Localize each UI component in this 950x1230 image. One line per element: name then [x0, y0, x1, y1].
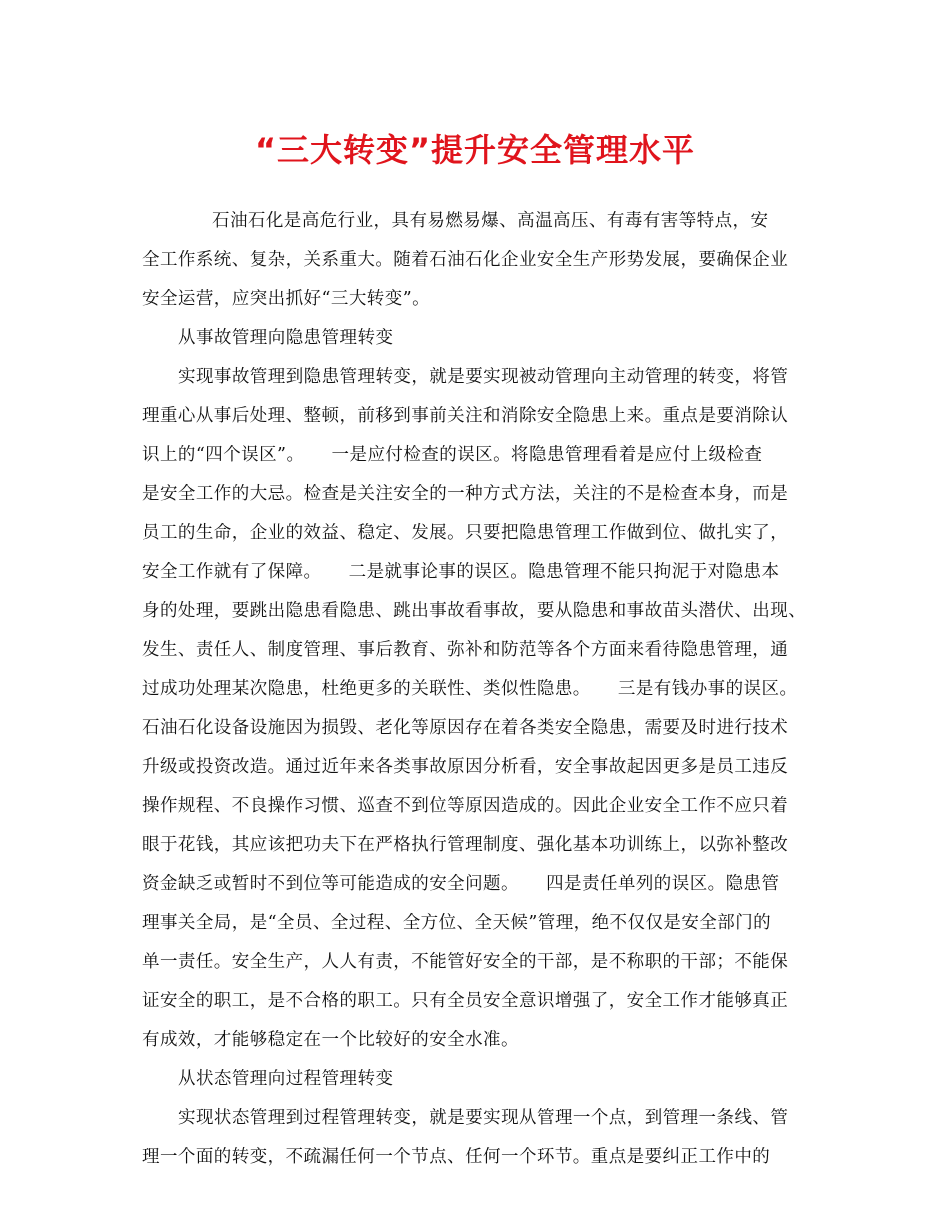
paragraph-line: 实现状态管理到过程管理转变，就是要实现从管理一个点，到管理一条线、管 [178, 1108, 789, 1128]
paragraph-line: 升级或投资改造。通过近年来各类事故原因分析看，安全事故起因更多是员工违反 [142, 757, 789, 777]
paragraph-line: 实现事故管理到隐患管理转变，就是要实现被动管理向主动管理的转变，将管 [178, 367, 789, 387]
section-heading: 从事故管理向隐患管理转变 [178, 328, 394, 348]
paragraph-line: 石油石化是高危行业，具有易燃易爆、高温高压、有毒有害等特点，安 [212, 211, 769, 231]
paragraph-line: 有成效，才能够稳定在一个比较好的安全水准。 [142, 1030, 519, 1050]
paragraph-line: 单一责任。安全生产，人人有责，不能管好安全的干部，是不称职的干部；不能保 [142, 952, 789, 972]
paragraph-line: 证安全的职工，是不合格的职工。只有全员安全意识增强了，安全工作才能够真正 [142, 991, 789, 1011]
paragraph-line: 发生、责任人、制度管理、事后教育、弥补和防范等各个方面来看待隐患管理，通 [142, 640, 789, 660]
paragraph-line: 操作规程、不良操作习惯、巡查不到位等原因造成的。因此企业安全工作不应只着 [142, 796, 789, 816]
document-body [142, 202, 822, 1177]
paragraph-line: 安全运营，应突出抓好“三大转变”。 [142, 289, 431, 309]
paragraph-line: 全工作系统、复杂，关系重大。随着石油石化企业安全生产形势发展，要确保企业 [142, 250, 789, 270]
paragraph-line: 理重心从事后处理、整顿，前移到事前关注和消除安全隐患上来。重点是要消除认 [142, 406, 789, 426]
paragraph-line: 理一个面的转变，不疏漏任何一个节点、任何一个环节。重点是要纠正工作中的 [142, 1147, 771, 1167]
paragraph-line: 眼于花钱，其应该把功夫下在严格执行管理制度、强化基本功训练上，以弥补整改 [142, 835, 789, 855]
paragraph-line: 员工的生命，企业的效益、稳定、发展。只要把隐患管理工作做到位、做扎实了， [142, 523, 789, 543]
document-title: “三大转变”提升安全管理水平 [254, 131, 696, 169]
section-heading: 从状态管理向过程管理转变 [178, 1069, 394, 1089]
paragraph-line: 安全工作就有了保障。 二是就事论事的误区。隐患管理不能只拘泥于对隐患本 [142, 562, 780, 582]
paragraph-line: 身的处理，要跳出隐患看隐患、跳出事故看事故，要从隐患和事故苗头潜伏、出现、 [142, 601, 807, 621]
paragraph-line: 石油石化设备设施因为损毁、老化等原因存在着各类安全隐患，需要及时进行技术 [142, 718, 789, 738]
paragraph-line: 识上的“四个误区”。 一是应付检查的误区。将隐患管理看着是应付上级检查 [142, 445, 763, 465]
paragraph-line: 资金缺乏或暂时不到位等可能造成的安全问题。 四是责任单列的误区。隐患管 [142, 874, 780, 894]
paragraph-line: 是安全工作的大忌。检查是关注安全的一种方式方法，关注的不是检查本身，而是 [142, 484, 789, 504]
paragraph-line: 理事关全局，是“全员、全过程、全方位、全天候”管理，绝不仅仅是安全部门的 [142, 913, 772, 933]
paragraph-line: 过成功处理某次隐患，杜绝更多的关联性、类似性隐患。 三是有钱办事的误区。 [142, 679, 798, 699]
